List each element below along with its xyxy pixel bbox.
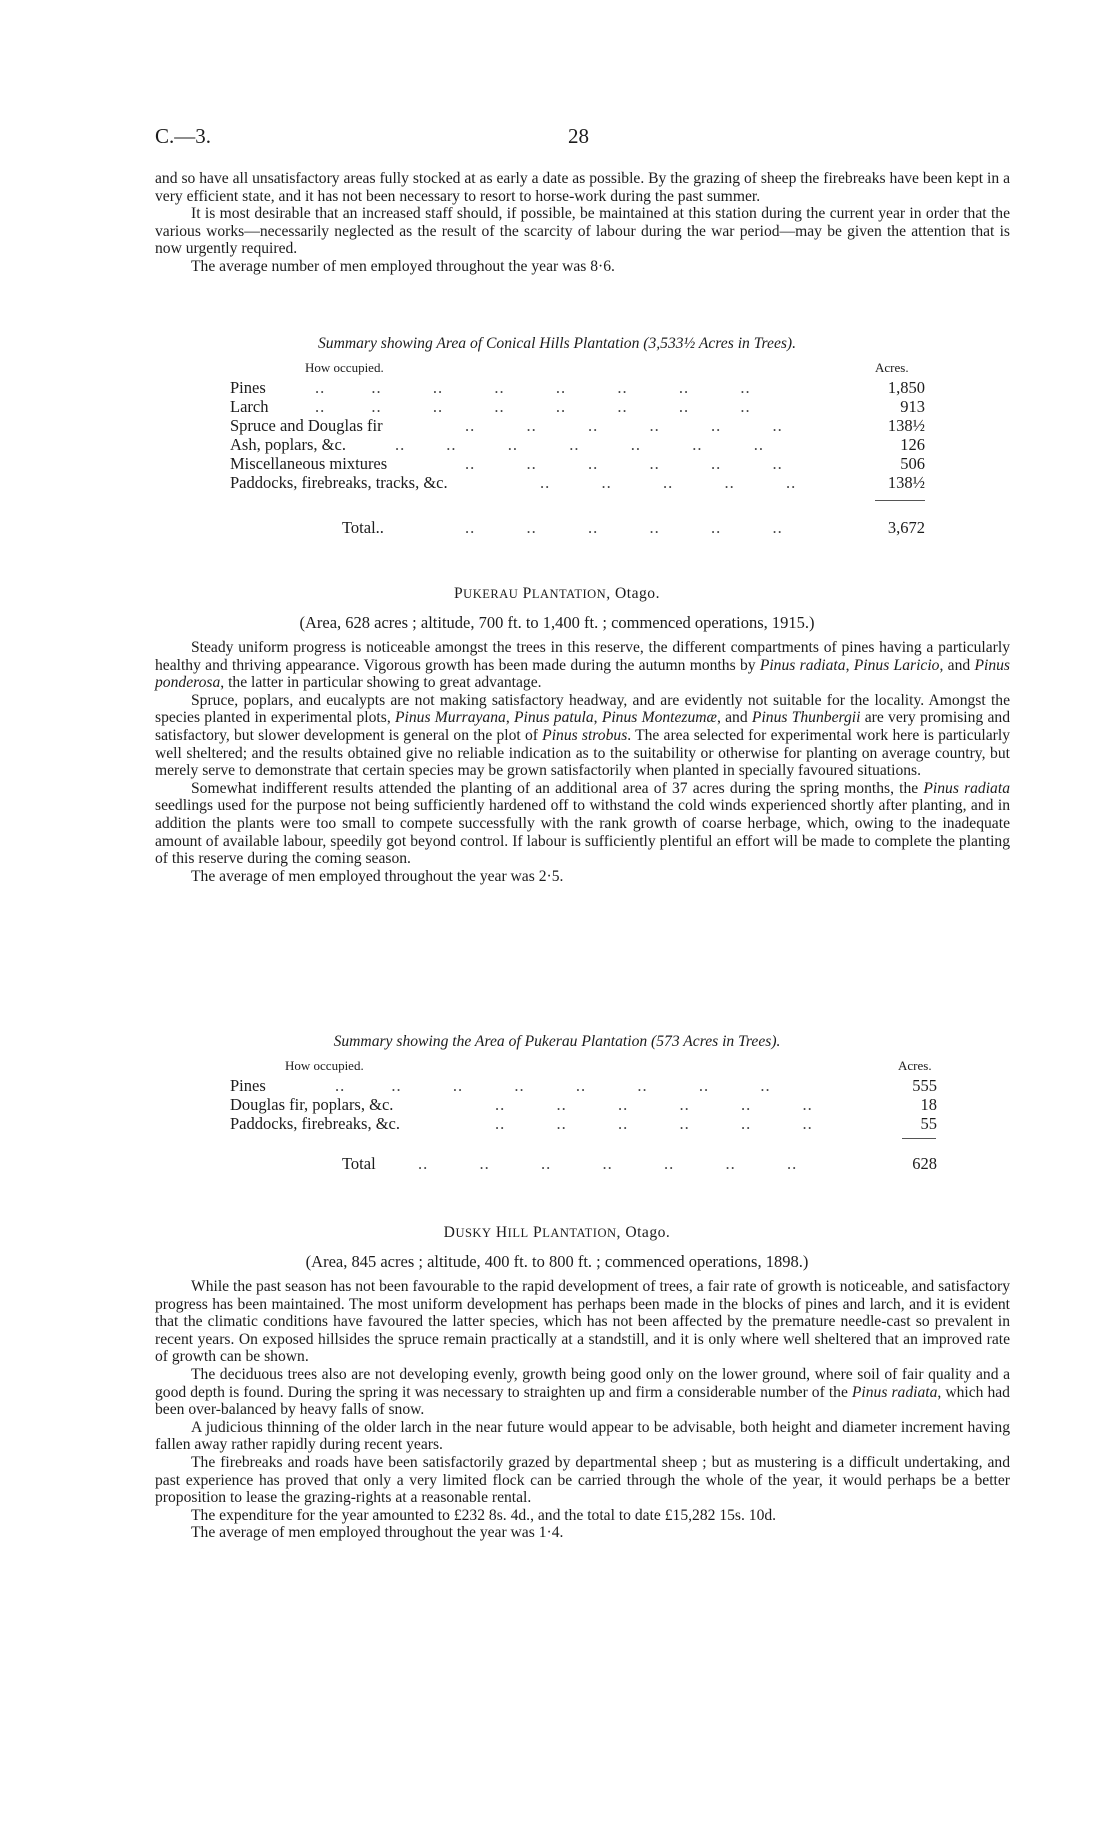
paragraph: Steady uniform progress is noticeable amongst the trees in this reserve, the different compartments of pines having a particularly healthy and thriving appearance. Vigorous growth has been made during the autumn months by Pinus radiata, Pinus Laricio, and Pinus ponderosa, the latter in particular showing to great advantage. — [155, 639, 1010, 692]
paragraph: The average of men employed throughout the year was 1·4. — [191, 1524, 564, 1542]
row-label: Douglas fir, poplars, &c. — [230, 1095, 394, 1114]
dusky-hill-text — [155, 1278, 1010, 1542]
row-value: 138½ — [887, 416, 925, 435]
table-row — [230, 1114, 942, 1133]
dot-leader: .. .. .. .. .. .. — [465, 518, 783, 537]
total-rule — [875, 500, 925, 501]
table-row — [230, 473, 930, 492]
paragraph: It is most desirable that an increased staff should, if possible, be maintained at this station during the current year in order that the various works—necessarily neglected as the result of the scarcity of labour during the war period—may be given the attention that is now urgently required. — [155, 205, 1010, 258]
column-header-acres: Acres. — [875, 360, 909, 375]
report-reference: C.—3. — [155, 124, 212, 148]
total-value: 628 — [912, 1154, 937, 1173]
dot-leader: .. .. .. .. .. .. .. .. — [335, 1076, 771, 1095]
total-row — [230, 518, 930, 537]
page-number: 28 — [568, 124, 589, 148]
table-row — [230, 378, 930, 397]
column-header-occupied: How occupied. — [285, 1058, 364, 1073]
row-label: Miscellaneous mixtures — [230, 454, 388, 473]
intro-text — [155, 170, 1010, 276]
table-row — [230, 1095, 942, 1114]
table-row — [230, 454, 930, 473]
total-value: 3,672 — [887, 518, 925, 537]
paragraph: The average of men employed throughout the year was 2·5. — [191, 867, 564, 885]
pukerau-summary-table — [230, 1058, 942, 1178]
dot-leader: .. .. .. .. .. .. — [495, 1114, 813, 1133]
row-label: Spruce and Douglas fir — [230, 416, 383, 435]
row-value: 138½ — [887, 473, 925, 492]
paragraph: The firebreaks and roads have been satisfactorily grazed by departmental sheep ; but as mustering is a difficult undertaking, and past experience has proved that only a very limited flock can be carried through the whole of the year, it would perhaps be a better proposition to lease the grazing-rights at a reasonable rental. — [155, 1453, 1010, 1507]
paragraph: The deciduous trees also are not developing evenly, growth being good only on the lower ground, where soil of fair quality and a good depth is found. During the spring it was necessary to straighten up and firm a considerable number of the Pinus radiata, which had been over-balanced by heavy falls of snow. — [155, 1365, 1010, 1419]
row-label: Paddocks, firebreaks, tracks, &c. — [230, 473, 448, 492]
conical-summary-title: Summary showing Area of Conical Hills Plantation (3,533½ Acres in Trees). — [317, 335, 797, 352]
dot-leader: .. .. .. .. .. .. — [465, 416, 783, 435]
row-label: Paddocks, firebreaks, &c. — [230, 1114, 400, 1133]
pukerau-summary-title: Summary showing the Area of Pukerau Plantation (573 Acres in Trees). — [333, 1033, 781, 1050]
paragraph: While the past season has not been favourable to the rapid development of trees, a fair rate of growth is noticeable, and satisfactory progress has been maintained. The most uniform development has perhaps been made in the blocks of pines and larch, and it is evident that the climatic conditions have favoured the latter species, which has not been affected by the premature needle-cast so prevalent in recent years. On exposed hillsides the spruce remain practically at a standstill, and it is only where well sheltered that an improved rate of growth can be shown. — [155, 1278, 1010, 1366]
paragraph: Spruce, poplars, and eucalypts are not making satisfactory headway, and are evidently not suitable for the locality. Amongst the species planted in experimental plots, Pinus Murrayana, Pinus patula, Pinus Montezumæ, and Pinus Thunbergii are very promising and satisfactory, but slower development is general on the plot of Pinus strobus. The area selected for experimental work here is particularly well sheltered; and the results obtained give no reliable indication as to the suitability or otherwise for planting on average country, but merely serve to demonstrate that certain species may be grown satisfactorily when planted in specially favoured situations. — [155, 691, 1011, 780]
pukerau-text — [155, 639, 1010, 885]
paragraph: and so have all unsatisfactory areas fully stocked at as early a date as possible. By the grazing of sheep the firebreaks have been kept in a very efficient state, and it has not been necessary to resort to horse-work during the past summer. — [155, 170, 1010, 205]
row-label: Pines — [230, 378, 266, 397]
dot-leader: .. .. .. .. .. .. — [495, 1095, 813, 1114]
row-value: 18 — [920, 1095, 937, 1114]
table-row — [230, 416, 930, 435]
dusky-hill-subheading: (Area, 845 acres ; altitude, 400 ft. to 800 ft. ; commenced operations, 1898.) — [305, 1252, 809, 1271]
total-rule — [902, 1138, 936, 1139]
dot-leader: .. .. .. .. .. — [540, 473, 797, 492]
row-label: Ash, poplars, &c. — [230, 435, 346, 454]
dot-leader: .. .. .. .. .. .. .. .. — [315, 397, 751, 416]
dot-leader: .. .. .. .. .. .. .. — [418, 1154, 798, 1173]
total-label: Total — [342, 1154, 376, 1173]
dot-leader: .. .. .. .. .. .. .. — [395, 435, 764, 454]
row-label: Pines — [230, 1076, 266, 1095]
row-value: 126 — [900, 435, 925, 454]
dusky-hill-heading: DUSKY HILL PLANTATION, Otago. — [443, 1224, 671, 1241]
paragraph: Somewhat indifferent results attended the planting of an additional area of 37 acres during the spring months, the Pinus radiata seedlings used for the purpose not being sufficiently hardened off to withstand the cold winds experienced shortly after planting, and in addition the plants were too small to compete successfully with the rank growth of coarse herbage, which, owing to the inadequate amount of available labour, speedily got beyond control. If labour is sufficiently plentiful an effort will be made to complete the planting of this reserve during the coming season. — [155, 779, 1010, 868]
row-value: 555 — [912, 1076, 937, 1095]
dot-leader: .. .. .. .. .. .. .. .. — [315, 378, 751, 397]
table-row — [230, 1076, 942, 1095]
pukerau-heading: PUKERAU PLANTATION, Otago. — [453, 585, 660, 602]
row-label: Larch — [230, 397, 269, 416]
row-value: 1,850 — [887, 378, 925, 397]
row-value: 913 — [900, 397, 925, 416]
table-row — [230, 397, 930, 416]
conical-summary-table — [230, 360, 930, 545]
total-row — [230, 1154, 942, 1173]
column-header-acres: Acres. — [898, 1058, 932, 1073]
row-value: 55 — [920, 1114, 937, 1133]
dot-leader: .. .. .. .. .. .. — [465, 454, 783, 473]
row-value: 506 — [900, 454, 925, 473]
paragraph: The average number of men employed throughout the year was 8·6. — [191, 257, 615, 275]
pukerau-subheading: (Area, 628 acres ; altitude, 700 ft. to 1,400 ft. ; commenced operations, 1915.) — [299, 613, 815, 632]
paragraph: A judicious thinning of the older larch in the near future would appear to be advisable, both height and diameter increment having fallen away rather rapidly during recent years. — [155, 1418, 1010, 1454]
column-header-occupied: How occupied. — [305, 360, 384, 375]
paragraph: The expenditure for the year amounted to £232 8s. 4d., and the total to date £15,282 15s. 10d. — [191, 1506, 777, 1524]
total-label: Total.. — [342, 518, 384, 537]
table-row — [230, 435, 930, 454]
